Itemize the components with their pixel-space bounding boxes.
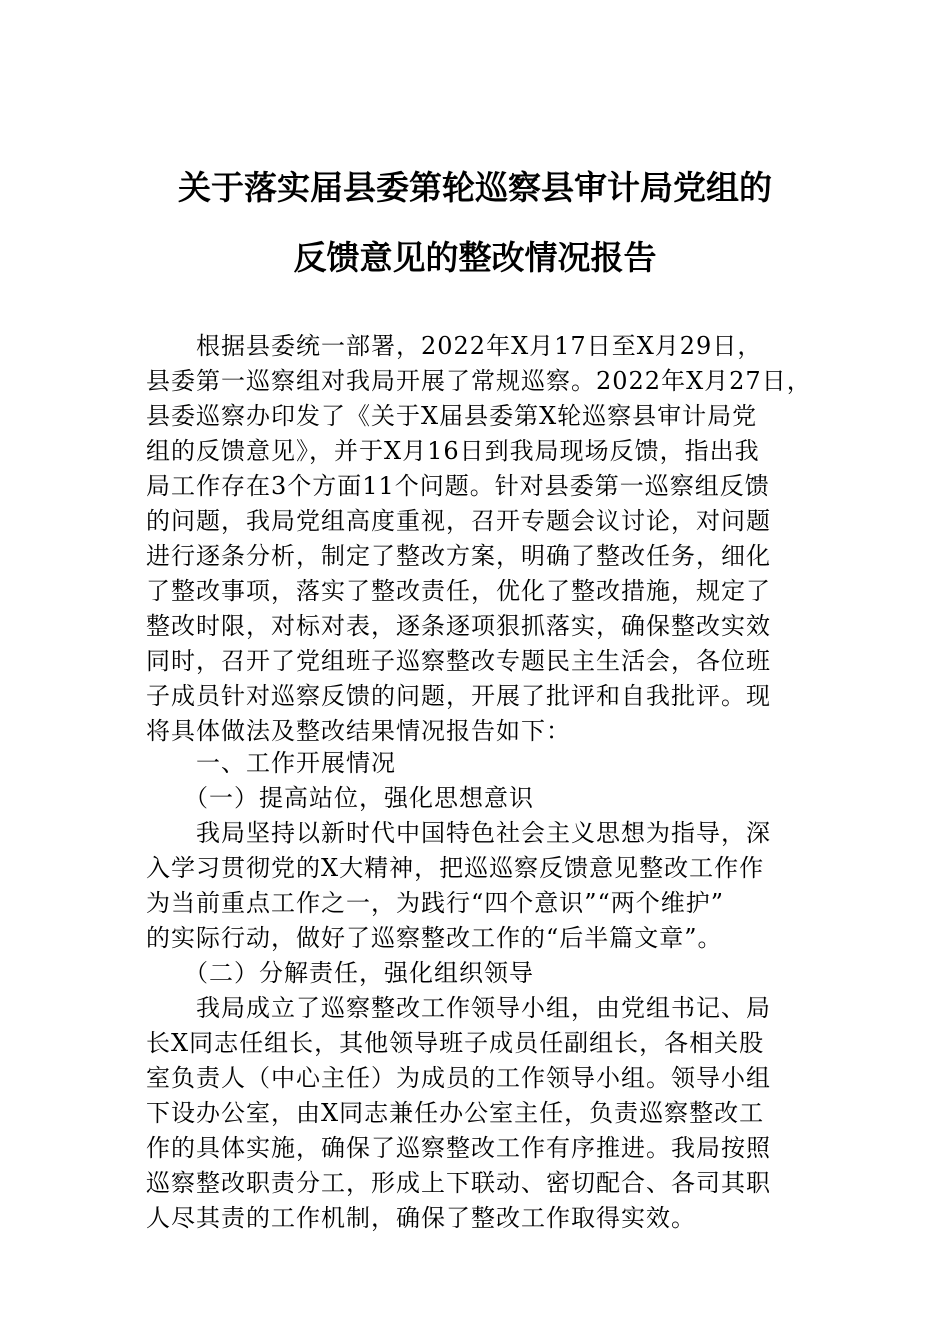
body-line: 我局成立了巡察整改工作领导小组，由党组书记、局 <box>146 994 771 1022</box>
body-line: 县委巡察办印发了《关于X届县委第X轮巡察县审计局党 <box>146 402 758 430</box>
body-line: 室负责人（中心主任）为成员的工作领导小组。领导小组 <box>146 1064 771 1092</box>
document-title-line-1: 关于落实届县委第轮巡察县审计局党组的 <box>178 168 772 207</box>
body-line: 同时，召开了党组班子巡察整改专题民主生活会，各位班 <box>146 647 771 675</box>
body-line: 为当前重点工作之一，为践行“四个意识”“两个维护” <box>146 889 725 917</box>
subsection-heading-1: （一）提高站位，强化思想意识 <box>146 784 534 812</box>
body-line: 长X同志任组长，其他领导班子成员任副组长，各相关股 <box>146 1029 765 1057</box>
body-line: 下设办公室，由X同志兼任办公室主任，负责巡察整改工 <box>146 1099 765 1127</box>
body-line: 入学习贯彻党的X大精神，把巡巡察反馈意见整改工作作 <box>146 854 765 882</box>
body-line: 我局坚持以新时代中国特色社会主义思想为指导，深 <box>146 819 771 847</box>
body-line: 组的反馈意见》，并于X月16日到我局现场反馈，指出我 <box>146 437 760 465</box>
body-line: 进行逐条分析，制定了整改方案，明确了整改任务，细化 <box>146 542 771 570</box>
body-line: 的问题，我局党组高度重视，召开专题会议讨论，对问题 <box>146 507 771 535</box>
body-line: 根据县委统一部署，2022年X月17日至X月29日， <box>146 332 763 360</box>
body-line: 作的具体实施，确保了巡察整改工作有序推进。我局按照 <box>146 1134 771 1162</box>
body-line: 整改时限，对标对表，逐条逐项狠抓落实，确保整改实效 <box>146 612 771 640</box>
body-line: 县委第一巡察组对我局开展了常规巡察。2022年X月27日， <box>146 367 812 395</box>
document-title-line-2: 反馈意见的整改情况报告 <box>293 238 657 277</box>
body-line: 将具体做法及整改结果情况报告如下： <box>146 717 571 745</box>
body-line: 子成员针对巡察反馈的问题，开展了批评和自我批评。现 <box>146 682 771 710</box>
body-line: 了整改事项，落实了整改责任，优化了整改措施，规定了 <box>146 577 771 605</box>
body-line: 的实际行动，做好了巡察整改工作的“后半篇文章”。 <box>146 924 723 952</box>
body-line: 巡察整改职责分工，形成上下联动、密切配合、各司其职 <box>146 1169 771 1197</box>
subsection-heading-2: （二）分解责任，强化组织领导 <box>146 959 534 987</box>
body-line: 人尽其责的工作机制，确保了整改工作取得实效。 <box>146 1204 696 1232</box>
section-heading-1: 一、工作开展情况 <box>146 749 396 777</box>
body-line: 局工作存在3个方面11个问题。针对县委第一巡察组反馈 <box>146 472 770 500</box>
